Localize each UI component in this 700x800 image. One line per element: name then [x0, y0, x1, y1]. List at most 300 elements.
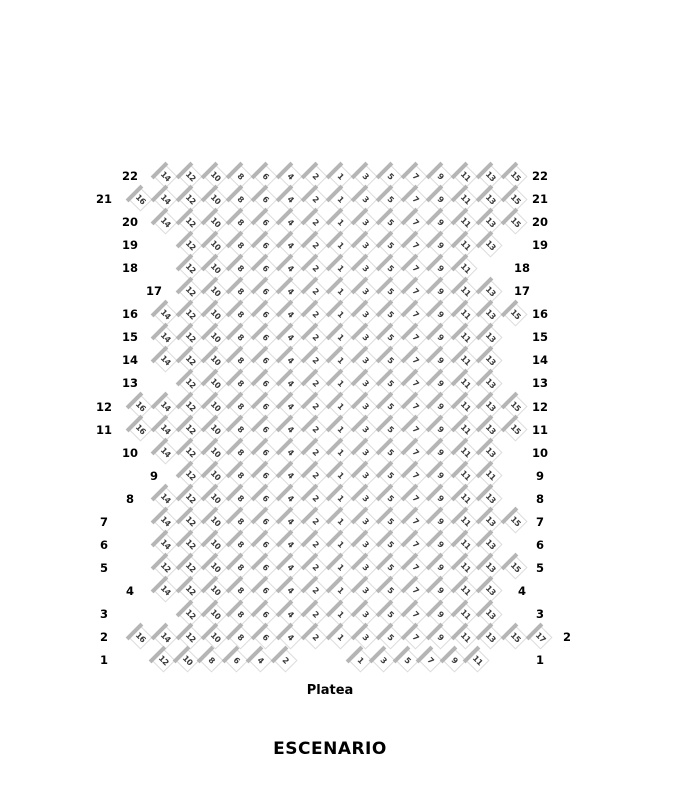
- row-label-right: 21: [531, 192, 548, 207]
- seat-number: 5: [385, 170, 396, 181]
- row-label-left: 13: [121, 376, 138, 391]
- seat-number: 10: [180, 652, 195, 667]
- seat-number: 8: [235, 170, 246, 181]
- seat-number: 6: [260, 562, 271, 573]
- seat-number: 3: [360, 424, 371, 435]
- seat-number: 6: [260, 401, 271, 412]
- seat-number: 12: [158, 560, 173, 575]
- seat-number: 7: [410, 262, 421, 273]
- seat-number: 12: [183, 606, 198, 621]
- seat-number: 6: [260, 262, 271, 273]
- seat-number: 1: [335, 193, 346, 204]
- seat-number: 4: [285, 562, 296, 573]
- seat-number: 2: [310, 562, 321, 573]
- seat-number: 5: [385, 285, 396, 296]
- row-label-left: 11: [95, 422, 112, 437]
- seat-number: 5: [402, 654, 413, 665]
- seat-number: 7: [425, 654, 436, 665]
- seat-number: 3: [360, 608, 371, 619]
- seat-number: 5: [385, 355, 396, 366]
- row-label-right: 22: [531, 169, 548, 183]
- seat-number: 6: [260, 608, 271, 619]
- seat-number: 7: [410, 493, 421, 504]
- seat-number: 11: [458, 168, 473, 183]
- seat-number: 14: [158, 445, 173, 460]
- seat-number: 7: [410, 631, 421, 642]
- seat-number: 15: [508, 514, 523, 529]
- row-label-right: 3: [535, 606, 544, 621]
- seat-number: 5: [385, 193, 396, 204]
- seat-number: 10: [208, 514, 223, 529]
- seat-number: 1: [335, 631, 346, 642]
- seat-number: 3: [360, 262, 371, 273]
- section-label-platea: Platea: [306, 683, 354, 698]
- seat-number: 16: [133, 422, 148, 437]
- row-label-right: 17: [513, 284, 530, 299]
- seat-number: 7: [410, 447, 421, 458]
- seat-number: 17: [533, 629, 548, 644]
- seat-number: 12: [183, 583, 198, 598]
- row-label-left: 22: [121, 169, 138, 183]
- seat-number: 14: [158, 491, 173, 506]
- seat-number: 10: [208, 491, 223, 506]
- seat[interactable]: [478, 233, 502, 257]
- seat-number: 9: [435, 493, 446, 504]
- seat-number: 8: [235, 493, 246, 504]
- seat-number: 9: [435, 608, 446, 619]
- seat-number: 2: [310, 401, 321, 412]
- seat-number: 12: [183, 284, 198, 298]
- seat[interactable]: [353, 625, 377, 649]
- seat[interactable]: [228, 625, 252, 649]
- seat-number: 2: [310, 285, 321, 296]
- seat-number: 10: [208, 583, 223, 598]
- seat-number: 2: [310, 378, 321, 389]
- seat-number: 2: [310, 332, 321, 343]
- row-label-left: 9: [149, 468, 158, 483]
- seat-number: 10: [208, 560, 223, 575]
- seat-number: 11: [458, 307, 473, 321]
- row-label-right: 9: [535, 468, 544, 483]
- row-label-left: 4: [125, 583, 134, 598]
- seat-number: 1: [335, 470, 346, 481]
- row-label-left: 12: [95, 399, 112, 414]
- seat-number: 15: [508, 560, 523, 575]
- seat-number: 7: [410, 585, 421, 596]
- seat-number: 1: [335, 216, 346, 227]
- seat-number: 11: [458, 399, 473, 413]
- seat-number: 1: [335, 424, 346, 435]
- seat-number: 5: [385, 447, 396, 458]
- seat[interactable]: [328, 625, 352, 649]
- seat[interactable]: [153, 210, 177, 234]
- seat-number: 5: [385, 216, 396, 227]
- seat-number: 10: [208, 307, 223, 321]
- seat-number: 2: [280, 654, 291, 665]
- row-label-right: 12: [531, 399, 548, 414]
- seat-number: 8: [235, 401, 246, 412]
- seat-number: 5: [385, 378, 396, 389]
- seat-number: 5: [385, 424, 396, 435]
- seat-number: 8: [235, 378, 246, 389]
- seat-number: 4: [285, 262, 296, 273]
- seat-number: 4: [285, 447, 296, 458]
- seat-number: 8: [207, 654, 218, 665]
- seat-number: 10: [208, 376, 223, 390]
- seat-number: 10: [208, 238, 223, 252]
- seat-number: 14: [158, 214, 173, 229]
- seat-number: 6: [260, 170, 271, 181]
- seat-number: 6: [260, 332, 271, 343]
- seat-number: 9: [435, 285, 446, 296]
- seat[interactable]: [153, 625, 177, 649]
- seat-number: 2: [310, 470, 321, 481]
- seat-number: 12: [183, 168, 198, 183]
- seat-number: 16: [133, 399, 148, 413]
- seat-number: 8: [235, 193, 246, 204]
- seat-number: 1: [335, 447, 346, 458]
- seat-number: 13: [483, 537, 498, 552]
- seat-number: 11: [458, 583, 473, 598]
- seat-number: 1: [335, 285, 346, 296]
- row-label-left: 8: [125, 491, 134, 506]
- stage-label-escenario: ESCENARIO: [273, 739, 387, 759]
- seat-number: 8: [235, 516, 246, 527]
- seat-number: 6: [260, 631, 271, 642]
- seat-number: 2: [310, 262, 321, 273]
- seat[interactable]: [378, 625, 402, 649]
- seat-number: 10: [208, 261, 223, 275]
- seat-number: 9: [435, 308, 446, 319]
- seat-number: 12: [183, 399, 198, 413]
- seat-number: 11: [458, 422, 473, 437]
- seat-number: 5: [385, 401, 396, 412]
- seat[interactable]: [478, 625, 502, 649]
- seat-number: 11: [483, 468, 498, 483]
- seat-number: 7: [410, 239, 421, 250]
- seat-number: 6: [260, 308, 271, 319]
- row-label-right: 14: [531, 353, 548, 368]
- row-label-right: 2: [562, 630, 571, 644]
- seat-number: 2: [310, 193, 321, 204]
- seat-number: 6: [260, 378, 271, 389]
- seat-number: 6: [260, 585, 271, 596]
- seat-number: 3: [360, 631, 371, 642]
- seat-number: 13: [483, 376, 498, 390]
- seat-number: 9: [435, 401, 446, 412]
- seat-number: 8: [235, 239, 246, 250]
- seat-number: 11: [458, 214, 473, 229]
- seat-number: 1: [335, 539, 346, 550]
- seat-number: 2: [310, 585, 321, 596]
- seat-number: 14: [158, 629, 173, 644]
- seat-number: 10: [208, 191, 223, 206]
- seat-number: 7: [410, 401, 421, 412]
- seat-number: 13: [483, 445, 498, 460]
- row-label-right: 11: [531, 422, 548, 437]
- seat-number: 5: [385, 470, 396, 481]
- seat-number: 6: [260, 216, 271, 227]
- seat[interactable]: [153, 441, 177, 465]
- seat[interactable]: [273, 648, 297, 672]
- seat-number: 11: [458, 376, 473, 390]
- seat-number: 6: [260, 355, 271, 366]
- seat-number: 10: [208, 399, 223, 413]
- seat-number: 2: [310, 355, 321, 366]
- seat-number: 13: [483, 422, 498, 437]
- seat-number: 4: [285, 401, 296, 412]
- row-label-right: 20: [531, 215, 548, 230]
- seat-number: 4: [255, 654, 266, 665]
- seat-number: 5: [385, 585, 396, 596]
- seat-number: 12: [183, 191, 198, 206]
- seat[interactable]: [249, 648, 273, 672]
- seat-number: 8: [235, 608, 246, 619]
- seat[interactable]: [178, 625, 202, 649]
- seat[interactable]: [128, 418, 152, 442]
- seat-number: 12: [183, 537, 198, 552]
- seat-number: 12: [156, 652, 171, 667]
- seat[interactable]: [453, 625, 477, 649]
- seat-number: 1: [335, 608, 346, 619]
- seat-number: 7: [410, 193, 421, 204]
- row-label-right: 7: [535, 514, 544, 529]
- seat-number: 9: [435, 470, 446, 481]
- seat-number: 10: [208, 629, 223, 644]
- seat-number: 12: [183, 214, 198, 229]
- seat-number: 12: [183, 491, 198, 506]
- seat-number: 6: [260, 539, 271, 550]
- seat-number: 1: [335, 378, 346, 389]
- seat-number: 5: [385, 608, 396, 619]
- row-label-left: 17: [145, 284, 162, 299]
- seat-number: 12: [183, 422, 198, 437]
- seat-number: 10: [208, 445, 223, 460]
- seat-number: 10: [208, 422, 223, 437]
- seat-number: 13: [483, 583, 498, 598]
- seat-number: 13: [483, 491, 498, 506]
- seat-number: 4: [285, 332, 296, 343]
- row-label-left: 6: [99, 537, 108, 552]
- seat-number: 9: [435, 239, 446, 250]
- seat-number: 9: [435, 170, 446, 181]
- seat-number: 2: [310, 216, 321, 227]
- seat[interactable]: [153, 348, 177, 372]
- seat-number: 10: [208, 468, 223, 483]
- seat-number: 13: [483, 238, 498, 252]
- seat-number: 13: [483, 629, 498, 644]
- seat-number: 12: [183, 629, 198, 644]
- seat-number: 8: [235, 562, 246, 573]
- seat-number: 11: [458, 261, 473, 275]
- seat-number: 8: [235, 308, 246, 319]
- row-label-left: 15: [121, 330, 138, 345]
- seat-number: 9: [435, 378, 446, 389]
- seat-number: 8: [235, 262, 246, 273]
- seat-number: 11: [458, 238, 473, 252]
- seat-number: 4: [285, 193, 296, 204]
- seat-number: 7: [410, 608, 421, 619]
- seat-number: 4: [285, 285, 296, 296]
- seat-number: 2: [310, 239, 321, 250]
- seat-number: 13: [483, 560, 498, 575]
- row-label-left: 10: [121, 445, 138, 460]
- seat-number: 14: [158, 514, 173, 529]
- seat[interactable]: [303, 625, 327, 649]
- seat-number: 14: [158, 399, 173, 413]
- seat-number: 4: [285, 216, 296, 227]
- seat-number: 11: [458, 491, 473, 506]
- seat-number: 4: [285, 585, 296, 596]
- seat-number: 2: [310, 631, 321, 642]
- seat-number: 4: [285, 424, 296, 435]
- seat[interactable]: [503, 625, 527, 649]
- seat-number: 4: [285, 355, 296, 366]
- seat-number: 13: [483, 353, 498, 367]
- seat-number: 1: [335, 170, 346, 181]
- seat-number: 15: [508, 191, 523, 206]
- seat-number: 14: [158, 168, 173, 183]
- seat-number: 13: [483, 514, 498, 529]
- seat-number: 4: [285, 170, 296, 181]
- seat-number: 9: [435, 516, 446, 527]
- seat-number: 15: [508, 214, 523, 229]
- seat-number: 4: [285, 516, 296, 527]
- seat-number: 2: [310, 608, 321, 619]
- seat-number: 9: [435, 585, 446, 596]
- seat-number: 5: [385, 332, 396, 343]
- seat-number: 12: [183, 445, 198, 460]
- seat-number: 12: [183, 353, 198, 367]
- seat-number: 3: [360, 539, 371, 550]
- seat-number: 13: [483, 307, 498, 321]
- seat-number: 4: [285, 378, 296, 389]
- row-label-left: 5: [99, 560, 108, 575]
- seat-number: 12: [183, 468, 198, 483]
- seat-number: 3: [360, 355, 371, 366]
- seat-number: 11: [458, 537, 473, 552]
- seat-number: 10: [208, 606, 223, 621]
- row-label-right: 18: [513, 261, 530, 276]
- seat-number: 15: [508, 422, 523, 437]
- seat-number: 8: [235, 631, 246, 642]
- seat-number: 1: [355, 654, 366, 665]
- seat-number: 14: [158, 353, 173, 367]
- seat[interactable]: [153, 579, 177, 603]
- seat-number: 1: [335, 332, 346, 343]
- seat-number: 7: [410, 424, 421, 435]
- seat-number: 6: [231, 654, 242, 665]
- seat-number: 6: [260, 424, 271, 435]
- seat-number: 7: [410, 378, 421, 389]
- seat-number: 3: [360, 193, 371, 204]
- seat-number: 14: [158, 191, 173, 206]
- seat-number: 2: [310, 447, 321, 458]
- seat[interactable]: [278, 625, 302, 649]
- seat-number: 2: [310, 308, 321, 319]
- seat-number: 1: [335, 401, 346, 412]
- seat[interactable]: [128, 625, 152, 649]
- seat-number: 6: [260, 285, 271, 296]
- seat-number: 9: [435, 355, 446, 366]
- seat[interactable]: [465, 648, 489, 672]
- row-label-right: 16: [531, 307, 548, 322]
- seat-number: 2: [310, 539, 321, 550]
- seat-number: 1: [335, 239, 346, 250]
- seat-number: 11: [458, 606, 473, 621]
- seat-number: 7: [410, 516, 421, 527]
- row-label-right: 19: [531, 238, 548, 253]
- seat-number: 7: [410, 170, 421, 181]
- seat-number: 2: [310, 170, 321, 181]
- seat-number: 8: [235, 355, 246, 366]
- row-label-left: 1: [99, 653, 108, 668]
- seat-number: 15: [508, 307, 523, 321]
- seat-number: 10: [208, 214, 223, 229]
- seat-number: 11: [458, 191, 473, 206]
- seat-number: 13: [483, 191, 498, 206]
- seat[interactable]: [203, 625, 227, 649]
- seat-number: 16: [133, 191, 148, 206]
- seat-number: 7: [410, 562, 421, 573]
- seat-number: 8: [235, 285, 246, 296]
- row-label-right: 13: [531, 376, 548, 391]
- seat-number: 15: [508, 399, 523, 413]
- seat-number: 8: [235, 216, 246, 227]
- seat-number: 7: [410, 285, 421, 296]
- seat-number: 7: [410, 332, 421, 343]
- seat-number: 5: [385, 262, 396, 273]
- seat-number: 7: [410, 539, 421, 550]
- seat-number: 9: [435, 539, 446, 550]
- seat-number: 9: [449, 654, 460, 665]
- seat-number: 9: [435, 424, 446, 435]
- row-label-left: 14: [121, 353, 138, 368]
- row-label-right: 1: [535, 653, 544, 668]
- seat[interactable]: [428, 625, 452, 649]
- seat-number: 4: [285, 608, 296, 619]
- seat-number: 12: [183, 330, 198, 344]
- seat-number: 11: [458, 353, 473, 367]
- seat-number: 5: [385, 493, 396, 504]
- seat-number: 10: [208, 284, 223, 298]
- seat-number: 12: [183, 261, 198, 275]
- seat-number: 4: [285, 631, 296, 642]
- seat-number: 1: [335, 262, 346, 273]
- seat-number: 7: [410, 216, 421, 227]
- seat-number: 4: [285, 239, 296, 250]
- seat-number: 15: [508, 168, 523, 183]
- seat-number: 4: [285, 493, 296, 504]
- seat[interactable]: [253, 625, 277, 649]
- seat-number: 6: [260, 239, 271, 250]
- seat-number: 11: [458, 514, 473, 529]
- seat-number: 8: [235, 424, 246, 435]
- row-label-left: 20: [121, 215, 138, 230]
- seat-number: 16: [133, 629, 148, 644]
- seat-number: 6: [260, 470, 271, 481]
- seat-number: 3: [360, 585, 371, 596]
- row-label-left: 19: [121, 238, 138, 253]
- seat-number: 3: [360, 493, 371, 504]
- seat-number: 5: [385, 631, 396, 642]
- seat-number: 9: [435, 332, 446, 343]
- seat-number: 3: [360, 562, 371, 573]
- seat-number: 12: [183, 376, 198, 390]
- row-label-left: 18: [121, 261, 138, 276]
- seat[interactable]: [128, 187, 152, 211]
- seat-number: 12: [183, 514, 198, 529]
